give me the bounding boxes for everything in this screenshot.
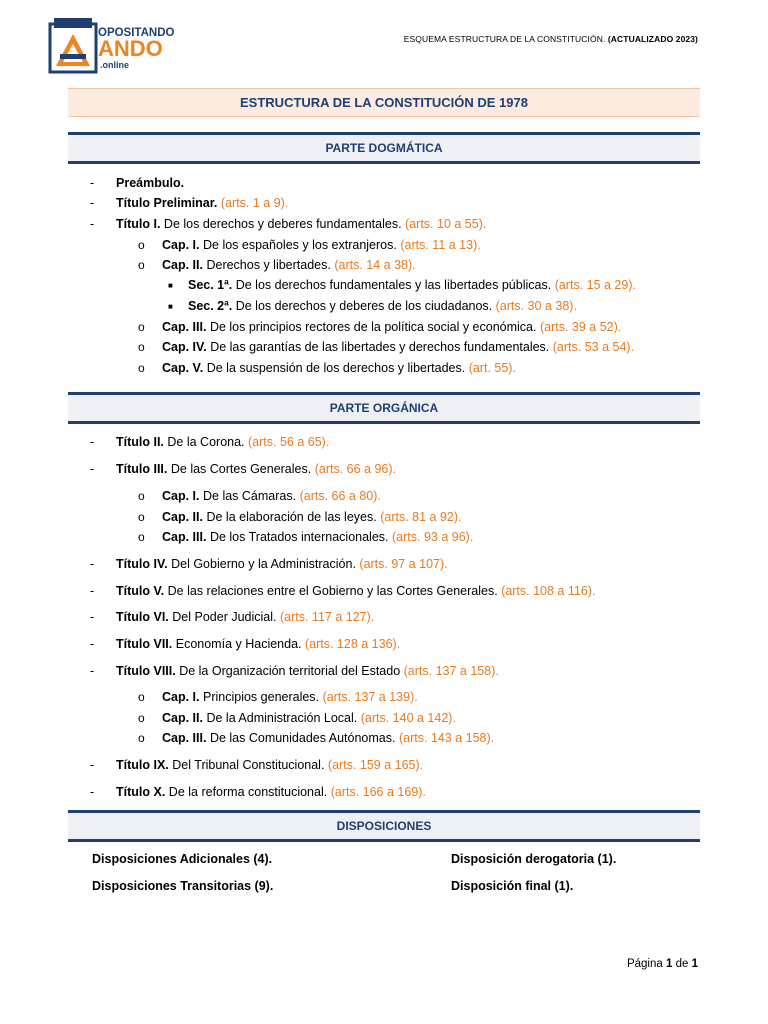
item-articles: (arts. 39 a 52). (539, 320, 622, 334)
organica-item (162, 489, 381, 503)
circle-bullet: o (138, 711, 145, 725)
item-articles: (arts. 1 a 9). (220, 196, 289, 210)
item-articles: (arts. 10 a 55). (405, 217, 487, 231)
item-description: De los derechos y deberes de los ciudadanos. (235, 299, 493, 313)
dogmatica-item (162, 238, 481, 252)
dogmatica-item (162, 340, 634, 354)
item-heading: Cap. V. (162, 361, 204, 375)
circle-bullet: o (138, 361, 145, 375)
dogmatica-item (162, 258, 416, 272)
item-articles: (arts. 159 a 165). (327, 758, 424, 772)
item-description: De la suspensión de los derechos y libertades. (206, 361, 466, 375)
organica-item (116, 557, 448, 571)
square-bullet: ■ (168, 302, 173, 311)
dash-bullet: - (90, 584, 95, 598)
document-header-label (404, 34, 698, 44)
item-description: De la reforma constitucional. (168, 785, 328, 799)
dogmatica-item (188, 299, 577, 313)
item-description: Economía y Hacienda. (175, 637, 302, 651)
organica-item (116, 637, 400, 651)
item-articles: (arts. 166 a 169). (330, 785, 426, 799)
item-articles: (arts. 53 a 54). (552, 340, 635, 354)
item-heading: Título I. (116, 217, 161, 231)
item-description: De las Comunidades Autónomas. (209, 731, 396, 745)
section-parte-organica: PARTE ORGÁNICA (68, 392, 700, 424)
organica-item (162, 510, 462, 524)
dash-bullet: - (90, 217, 95, 231)
dash-bullet: - (90, 196, 95, 210)
item-articles: (arts. 66 a 80). (299, 489, 381, 503)
item-description: De las relaciones entre el Gobierno y las Cortes Generales. (167, 584, 498, 598)
item-description: De la elaboración de las leyes. (206, 510, 377, 524)
item-heading: Cap. II. (162, 510, 203, 524)
item-heading: Cap. I. (162, 238, 200, 252)
dash-bullet: - (90, 557, 95, 571)
item-articles: (arts. 14 a 38). (334, 258, 416, 272)
item-heading: Cap. I. (162, 489, 200, 503)
item-description: De la Administración Local. (206, 711, 358, 725)
item-articles: (arts. 97 a 107). (359, 557, 448, 571)
dogmatica-item (162, 320, 621, 334)
organica-item (116, 664, 499, 678)
dash-bullet: - (90, 610, 95, 624)
page-title: ESTRUCTURA DE LA CONSTITUCIÓN DE 1978 (68, 88, 700, 117)
item-articles: (arts. 93 a 96). (392, 530, 474, 544)
circle-bullet: o (138, 731, 145, 745)
circle-bullet: o (138, 238, 145, 252)
doc-label-year: (ACTUALIZADO 2023) (607, 34, 698, 44)
svg-text:.online: .online (100, 60, 129, 70)
section-disposiciones: DISPOSICIONES (68, 810, 700, 842)
item-heading: Título II. (116, 435, 164, 449)
dogmatica-item (188, 278, 636, 292)
item-articles: (arts. 11 a 13). (400, 238, 481, 252)
item-description: De los derechos fundamentales y las libertades públicas. (235, 278, 552, 292)
circle-bullet: o (138, 258, 145, 272)
item-heading: Título VI. (116, 610, 169, 624)
item-description: De las Cámaras. (203, 489, 297, 503)
item-articles: (arts. 30 a 38). (495, 299, 577, 313)
item-description: Del Tribunal Constitucional. (172, 758, 325, 772)
item-articles: (arts. 143 a 158). (398, 731, 495, 745)
organica-item (116, 610, 374, 624)
item-articles: (arts. 137 a 139). (322, 690, 418, 704)
section-parte-dogmatica: PARTE DOGMÁTICA (68, 132, 700, 164)
item-articles: (art. 55). (468, 361, 516, 375)
item-heading: Cap. II. (162, 258, 203, 272)
circle-bullet: o (138, 489, 145, 503)
item-heading: Cap. III. (162, 530, 207, 544)
item-heading: Título Preliminar. (116, 196, 218, 210)
svg-text:OPOSITANDO: OPOSITANDO (98, 27, 175, 39)
circle-bullet: o (138, 530, 145, 544)
circle-bullet: o (138, 340, 145, 354)
item-heading: Título VII. (116, 637, 173, 651)
organica-item (116, 584, 595, 598)
item-heading: Título IV. (116, 557, 168, 571)
organica-item (116, 758, 423, 772)
square-bullet: ■ (168, 281, 173, 290)
item-heading: Título III. (116, 462, 168, 476)
item-description: De la Organización territorial del Estado (179, 664, 401, 678)
dogmatica-item (116, 196, 288, 210)
page-total: 1 (691, 958, 698, 970)
item-heading: Título VIII. (116, 664, 176, 678)
dogmatica-item (116, 217, 486, 231)
de-label: de (675, 958, 689, 970)
disposiciones-adicionales: Disposiciones Adicionales (4). (92, 852, 273, 866)
organica-item (162, 711, 456, 725)
opositando-logo (50, 14, 175, 74)
item-heading: Sec. 2ª. (188, 299, 233, 313)
item-heading: Cap. IV. (162, 340, 207, 354)
item-description: Derechos y libertades. (206, 258, 331, 272)
item-description: Del Gobierno y la Administración. (171, 557, 356, 571)
organica-item (116, 462, 396, 476)
item-articles: (arts. 117 a 127). (279, 610, 375, 624)
circle-bullet: o (138, 690, 145, 704)
item-articles: (arts. 15 a 29). (554, 278, 636, 292)
item-heading: Título IX. (116, 758, 169, 772)
page-current: 1 (665, 958, 673, 970)
item-description: De los principios rectores de la política social y económica. (209, 320, 537, 334)
disposiciones-transitorias: Disposiciones Transitorias (9). (92, 879, 274, 893)
item-articles: (arts. 140 a 142). (360, 711, 456, 725)
dogmatica-item (116, 176, 184, 190)
item-heading: Cap. III. (162, 731, 207, 745)
item-description: Del Poder Judicial. (172, 610, 277, 624)
item-heading: Cap. I. (162, 690, 200, 704)
organica-item (116, 785, 426, 799)
item-articles: (arts. 56 a 65). (248, 435, 330, 449)
dash-bullet: - (90, 637, 95, 651)
item-articles: (arts. 128 a 136). (304, 637, 401, 651)
dash-bullet: - (90, 785, 95, 799)
item-articles: (arts. 81 a 92). (380, 510, 462, 524)
dogmatica-item (162, 361, 516, 375)
item-description: De los españoles y los extranjeros. (203, 238, 397, 252)
dash-bullet: - (90, 435, 95, 449)
item-heading: Sec. 1ª. (188, 278, 233, 292)
item-description: De la Corona. (167, 435, 245, 449)
item-articles: (arts. 66 a 96). (314, 462, 396, 476)
page-number (627, 958, 698, 970)
organica-item (116, 435, 329, 449)
svg-text:ANDO: ANDO (98, 36, 163, 61)
item-description: De los derechos y deberes fundamentales. (163, 217, 402, 231)
item-articles: (arts. 108 a 116). (501, 584, 596, 598)
dash-bullet: - (90, 462, 95, 476)
dash-bullet: - (90, 664, 95, 678)
item-description: De las garantías de las libertades y derechos fundamentales. (210, 340, 550, 354)
item-articles: (arts. 137 a 158). (403, 664, 499, 678)
doc-label: ESQUEMA ESTRUCTURA DE LA CONSTITUCIÓN. (403, 34, 606, 44)
item-heading: Cap. II. (162, 711, 203, 725)
pagina-label: Página (626, 958, 663, 970)
item-description: De las Cortes Generales. (170, 462, 312, 476)
dash-bullet: - (90, 758, 95, 772)
circle-bullet: o (138, 320, 145, 334)
disposicion-derogatoria: Disposición derogatoria (1). (451, 852, 617, 866)
organica-item (162, 731, 494, 745)
organica-item (162, 690, 418, 704)
item-description: Principios generales. (203, 690, 320, 704)
item-heading: Título X. (116, 785, 166, 799)
dash-bullet: - (90, 176, 95, 190)
organica-item (162, 530, 473, 544)
item-description: De los Tratados internacionales. (209, 530, 389, 544)
disposicion-final: Disposición final (1). (451, 879, 574, 893)
item-heading: Título V. (116, 584, 165, 598)
circle-bullet: o (138, 510, 145, 524)
item-heading: Preámbulo. (116, 176, 185, 190)
item-heading: Cap. III. (162, 320, 207, 334)
